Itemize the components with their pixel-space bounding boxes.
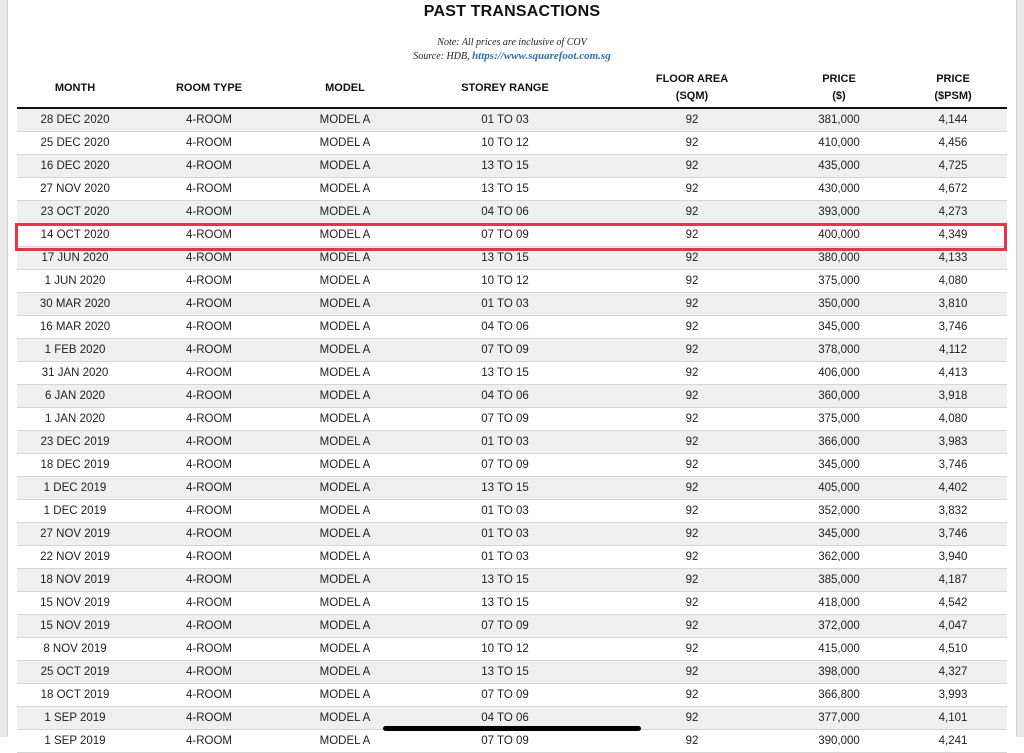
cell-room-type: 4-ROOM [133,661,285,684]
table-row [17,500,1007,523]
cell-price: 390,000 [779,730,899,753]
cell-price: 377,000 [779,707,899,730]
source-line [0,50,1024,62]
column-header-line2: ($PSM) [934,90,972,102]
table-body [17,108,1007,753]
cell-month: 1 DEC 2019 [17,500,133,523]
table-row [17,316,1007,339]
cell-price-psm: 4,144 [899,108,1007,132]
source-link[interactable]: https://www.squarefoot.com.sg [472,50,611,62]
page-edge-right [1016,0,1024,737]
cell-room-type: 4-ROOM [133,477,285,500]
cell-room-type: 4-ROOM [133,730,285,753]
cell-floor-area: 92 [605,201,779,224]
cell-floor-area: 92 [605,707,779,730]
cell-month: 8 NOV 2019 [17,638,133,661]
cell-price-psm: 4,101 [899,707,1007,730]
cell-floor-area: 92 [605,615,779,638]
cell-floor-area: 92 [605,224,779,247]
cell-price-psm: 4,725 [899,155,1007,178]
cell-room-type: 4-ROOM [133,132,285,155]
cell-room-type: 4-ROOM [133,569,285,592]
price-note: Note: All prices are inclusive of COV [437,37,587,48]
cell-month: 22 NOV 2019 [17,546,133,569]
cell-price-psm: 4,080 [899,270,1007,293]
cell-room-type: 4-ROOM [133,431,285,454]
cell-floor-area: 92 [605,293,779,316]
cell-model: MODEL A [285,615,405,638]
cell-model: MODEL A [285,730,405,753]
cell-floor-area: 92 [605,500,779,523]
cell-price: 352,000 [779,500,899,523]
cell-model: MODEL A [285,408,405,431]
cell-floor-area: 92 [605,362,779,385]
cell-price-psm: 4,402 [899,477,1007,500]
cell-room-type: 4-ROOM [133,684,285,707]
table-header [17,69,1007,108]
cell-floor-area: 92 [605,684,779,707]
table-row [17,684,1007,707]
cell-storey-range: 07 TO 09 [405,730,605,753]
cell-room-type: 4-ROOM [133,638,285,661]
table-row [17,615,1007,638]
cell-storey-range: 13 TO 15 [405,247,605,270]
cell-model: MODEL A [285,592,405,615]
cell-price-psm: 4,413 [899,362,1007,385]
cell-model: MODEL A [285,178,405,201]
cell-month: 30 MAR 2020 [17,293,133,316]
cell-model: MODEL A [285,247,405,270]
table-row [17,477,1007,500]
column-header-line1: MODEL [325,81,365,94]
cell-storey-range: 07 TO 09 [405,408,605,431]
cell-price: 345,000 [779,454,899,477]
cell-room-type: 4-ROOM [133,270,285,293]
cell-price: 345,000 [779,316,899,339]
cell-price-psm: 4,187 [899,569,1007,592]
cell-floor-area: 92 [605,592,779,615]
cell-storey-range: 07 TO 09 [405,224,605,247]
cell-storey-range: 01 TO 03 [405,500,605,523]
cell-month: 27 NOV 2020 [17,178,133,201]
table-row [17,730,1007,753]
column-header-room-type [133,69,285,108]
table-row [17,592,1007,615]
cell-month: 25 DEC 2020 [17,132,133,155]
cell-price: 398,000 [779,661,899,684]
cell-storey-range: 13 TO 15 [405,592,605,615]
cell-month: 1 FEB 2020 [17,339,133,362]
cell-storey-range: 10 TO 12 [405,270,605,293]
home-indicator-bar[interactable] [383,726,641,731]
cell-price-psm: 3,832 [899,500,1007,523]
cell-price-psm: 3,983 [899,431,1007,454]
cell-room-type: 4-ROOM [133,500,285,523]
cell-price-psm: 3,810 [899,293,1007,316]
header-row [17,69,1007,108]
cell-floor-area: 92 [605,477,779,500]
cell-room-type: 4-ROOM [133,155,285,178]
table-row [17,270,1007,293]
cell-floor-area: 92 [605,108,779,132]
cell-price-psm: 4,327 [899,661,1007,684]
cell-price: 435,000 [779,155,899,178]
cell-price-psm: 3,993 [899,684,1007,707]
column-header-line1: FLOOR AREA [655,73,729,85]
cell-month: 6 JAN 2020 [17,385,133,408]
cell-price-psm: 4,241 [899,730,1007,753]
transactions-table [17,69,1007,753]
table-row [17,454,1007,477]
table-row [17,247,1007,270]
cell-room-type: 4-ROOM [133,707,285,730]
cell-price-psm: 4,047 [899,615,1007,638]
cell-month: 14 OCT 2020 [17,224,133,247]
column-header-month [17,69,133,108]
cell-month: 1 SEP 2019 [17,730,133,753]
cell-price-psm: 4,349 [899,224,1007,247]
column-header-line1: MONTH [54,81,96,94]
cell-room-type: 4-ROOM [133,546,285,569]
cell-price-psm: 3,918 [899,385,1007,408]
cell-model: MODEL A [285,523,405,546]
cell-model: MODEL A [285,707,405,730]
cell-month: 31 JAN 2020 [17,362,133,385]
cell-price-psm: 4,112 [899,339,1007,362]
cell-price: 366,800 [779,684,899,707]
table-row [17,638,1007,661]
cell-room-type: 4-ROOM [133,316,285,339]
table-row [17,661,1007,684]
cell-month: 25 OCT 2019 [17,661,133,684]
cell-price-psm: 4,510 [899,638,1007,661]
cell-price: 362,000 [779,546,899,569]
column-header-line1: STOREY RANGE [461,81,549,94]
table-row [17,155,1007,178]
cell-room-type: 4-ROOM [133,385,285,408]
table-row [17,546,1007,569]
cell-month: 18 NOV 2019 [17,569,133,592]
cell-floor-area: 92 [605,431,779,454]
cell-model: MODEL A [285,546,405,569]
cell-room-type: 4-ROOM [133,224,285,247]
cell-model: MODEL A [285,500,405,523]
cell-model: MODEL A [285,431,405,454]
cell-floor-area: 92 [605,454,779,477]
cell-storey-range: 04 TO 06 [405,707,605,730]
cell-room-type: 4-ROOM [133,615,285,638]
cell-floor-area: 92 [605,155,779,178]
cell-price: 415,000 [779,638,899,661]
cell-month: 16 MAR 2020 [17,316,133,339]
column-header-price [779,69,899,108]
column-header-line2: ($) [832,90,846,102]
cell-storey-range: 13 TO 15 [405,477,605,500]
cell-room-type: 4-ROOM [133,454,285,477]
table-row [17,431,1007,454]
table-row [17,362,1007,385]
cell-month: 1 JAN 2020 [17,408,133,431]
cell-model: MODEL A [285,316,405,339]
cell-storey-range: 07 TO 09 [405,684,605,707]
cell-storey-range: 01 TO 03 [405,293,605,316]
cell-storey-range: 13 TO 15 [405,155,605,178]
cell-floor-area: 92 [605,408,779,431]
cell-storey-range: 10 TO 12 [405,132,605,155]
cell-storey-range: 01 TO 03 [405,431,605,454]
column-header-line1: PRICE [936,73,970,85]
cell-model: MODEL A [285,155,405,178]
cell-floor-area: 92 [605,247,779,270]
cell-model: MODEL A [285,362,405,385]
cell-price: 372,000 [779,615,899,638]
cell-price-psm: 4,456 [899,132,1007,155]
cell-month: 28 DEC 2020 [17,108,133,132]
cell-model: MODEL A [285,454,405,477]
table-row [17,108,1007,132]
cell-price: 400,000 [779,224,899,247]
cell-storey-range: 04 TO 06 [405,201,605,224]
cell-storey-range: 13 TO 15 [405,362,605,385]
cell-storey-range: 13 TO 15 [405,661,605,684]
cell-price-psm: 4,542 [899,592,1007,615]
cell-month: 23 OCT 2020 [17,201,133,224]
table-row [17,201,1007,224]
cell-room-type: 4-ROOM [133,362,285,385]
cell-price: 405,000 [779,477,899,500]
cell-floor-area: 92 [605,730,779,753]
cell-price: 430,000 [779,178,899,201]
cell-month: 16 DEC 2020 [17,155,133,178]
cell-price-psm: 3,940 [899,546,1007,569]
cell-price-psm: 4,672 [899,178,1007,201]
cell-price: 418,000 [779,592,899,615]
cell-floor-area: 92 [605,316,779,339]
cell-month: 17 JUN 2020 [17,247,133,270]
cell-floor-area: 92 [605,270,779,293]
table-row [17,523,1007,546]
cell-price: 375,000 [779,408,899,431]
column-header-line1: ROOM TYPE [175,81,242,94]
cell-price: 406,000 [779,362,899,385]
cell-price-psm: 4,273 [899,201,1007,224]
cell-model: MODEL A [285,661,405,684]
cell-model: MODEL A [285,385,405,408]
column-header-line2: (SQM) [675,90,709,102]
cell-storey-range: 01 TO 03 [405,523,605,546]
cell-storey-range: 04 TO 06 [405,316,605,339]
cell-storey-range: 01 TO 03 [405,108,605,132]
cell-month: 18 OCT 2019 [17,684,133,707]
cell-price: 381,000 [779,108,899,132]
cell-room-type: 4-ROOM [133,293,285,316]
column-header-line1: PRICE [822,73,856,85]
cell-price-psm: 4,080 [899,408,1007,431]
cell-month: 1 DEC 2019 [17,477,133,500]
cell-storey-range: 13 TO 15 [405,569,605,592]
cell-room-type: 4-ROOM [133,247,285,270]
cell-model: MODEL A [285,270,405,293]
cell-month: 1 SEP 2019 [17,707,133,730]
cell-floor-area: 92 [605,385,779,408]
cell-month: 27 NOV 2019 [17,523,133,546]
cell-room-type: 4-ROOM [133,108,285,132]
cell-floor-area: 92 [605,178,779,201]
cell-price: 393,000 [779,201,899,224]
cell-price: 350,000 [779,293,899,316]
cell-floor-area: 92 [605,661,779,684]
page-title: PAST TRANSACTIONS [423,3,601,20]
cell-storey-range: 01 TO 03 [405,546,605,569]
cell-room-type: 4-ROOM [133,408,285,431]
cell-month: 15 NOV 2019 [17,592,133,615]
cell-price-psm: 3,746 [899,454,1007,477]
cell-model: MODEL A [285,201,405,224]
cell-model: MODEL A [285,108,405,132]
table-row-highlighted [17,224,1007,247]
column-header-model [285,69,405,108]
column-header-floor-area [605,69,779,108]
cell-price-psm: 3,746 [899,523,1007,546]
column-header-storey-range [405,69,605,108]
table-row [17,293,1007,316]
cell-storey-range: 13 TO 15 [405,178,605,201]
cell-storey-range: 07 TO 09 [405,339,605,362]
cell-floor-area: 92 [605,546,779,569]
cell-room-type: 4-ROOM [133,201,285,224]
cell-price: 380,000 [779,247,899,270]
cell-price: 375,000 [779,270,899,293]
cell-room-type: 4-ROOM [133,178,285,201]
cell-floor-area: 92 [605,638,779,661]
cell-floor-area: 92 [605,339,779,362]
cell-storey-range: 07 TO 09 [405,454,605,477]
source-label: Source: HDB, [413,51,470,62]
page-edge-left [0,0,8,737]
cell-model: MODEL A [285,132,405,155]
cell-model: MODEL A [285,224,405,247]
cell-model: MODEL A [285,477,405,500]
cell-price: 378,000 [779,339,899,362]
cell-price: 385,000 [779,569,899,592]
table-row [17,385,1007,408]
cell-price: 366,000 [779,431,899,454]
table-row [17,178,1007,201]
cell-storey-range: 04 TO 06 [405,385,605,408]
table-row [17,339,1007,362]
table-row [17,408,1007,431]
cell-model: MODEL A [285,339,405,362]
cell-price: 345,000 [779,523,899,546]
cell-month: 15 NOV 2019 [17,615,133,638]
cell-month: 23 DEC 2019 [17,431,133,454]
cell-storey-range: 07 TO 09 [405,615,605,638]
cell-model: MODEL A [285,569,405,592]
cell-price-psm: 4,133 [899,247,1007,270]
cell-room-type: 4-ROOM [133,339,285,362]
cell-price-psm: 3,746 [899,316,1007,339]
cell-month: 18 DEC 2019 [17,454,133,477]
cell-storey-range: 10 TO 12 [405,638,605,661]
cell-room-type: 4-ROOM [133,523,285,546]
cell-price: 410,000 [779,132,899,155]
column-header-price-psm [899,69,1007,108]
table-row [17,132,1007,155]
cell-price: 360,000 [779,385,899,408]
cell-floor-area: 92 [605,523,779,546]
cell-room-type: 4-ROOM [133,592,285,615]
table-row [17,569,1007,592]
cell-model: MODEL A [285,293,405,316]
cell-month: 1 JUN 2020 [17,270,133,293]
cell-floor-area: 92 [605,132,779,155]
cell-model: MODEL A [285,684,405,707]
cell-floor-area: 92 [605,569,779,592]
cell-model: MODEL A [285,638,405,661]
